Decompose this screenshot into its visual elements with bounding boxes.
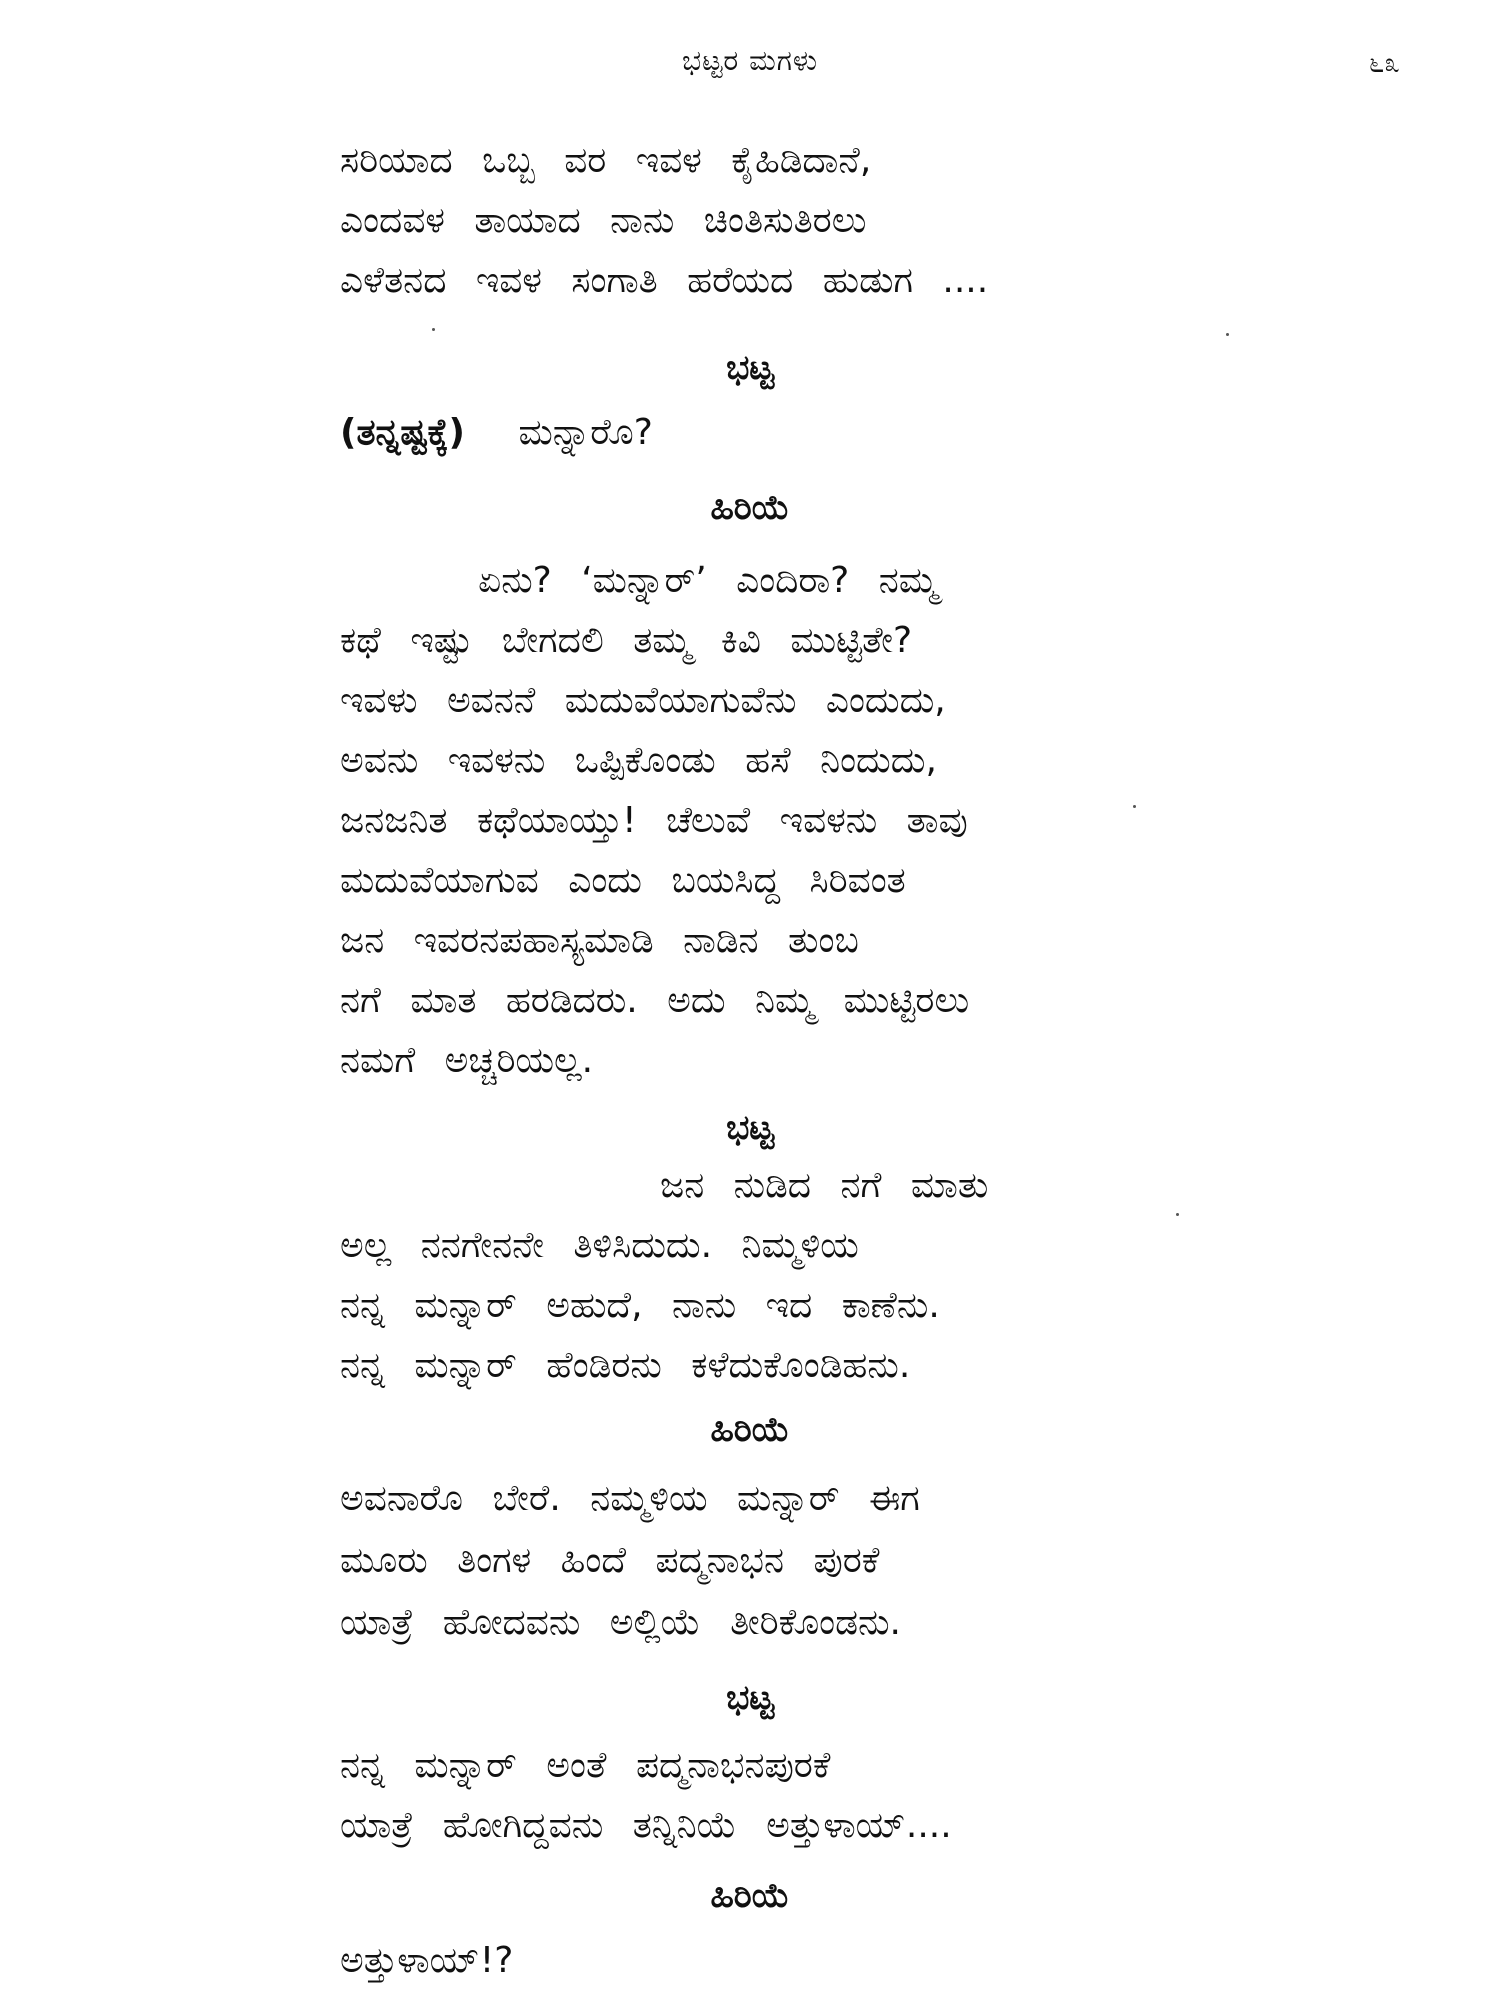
verse-line: ಎಳೆತನದ ಇವಳ ಸಂಗಾತಿ ಹರೆಯದ ಹುಡುಗ .... — [340, 260, 989, 301]
verse-line: ನನ್ನ ಮನ್ನಾರ್ ಅಹುದೆ, ನಾನು ಇದ ಕಾಣೆನು. — [340, 1285, 940, 1326]
verse-line: ಜನಜನಿತ ಕಥೆಯಾಯ್ತು! ಚೆಲುವೆ ಇವಳನು ತಾವು — [340, 800, 968, 841]
speaker-name: ಹಿರಿಯೆ — [710, 488, 790, 528]
scan-speck — [1133, 805, 1136, 808]
verse-line: ಕಥೆ ಇಷ್ಟು ಬೇಗದಲಿ ತಮ್ಮ ಕಿವಿ ಮುಟ್ಟಿತೇ? — [340, 620, 913, 661]
scan-speck — [1176, 1213, 1179, 1216]
stage-line-text: ಮನ್ನಾರೊ? — [518, 412, 653, 453]
verse-line: ಜನ ಇವರನಪಹಾಸ್ಯಮಾಡಿ ನಾಡಿನ ತುಂಬ — [340, 920, 859, 961]
verse-line: ಯಾತ್ರೆ ಹೋದವನು ಅಲ್ಲಿಯೆ ತೀರಿಕೊಂಡನು. — [340, 1602, 901, 1643]
verse-line: ಜನ ನುಡಿದ ನಗೆ ಮಾತು — [660, 1165, 989, 1206]
page-number: ೬೩ — [1368, 46, 1400, 79]
speaker-name: ಹಿರಿಯೆ — [710, 1876, 790, 1916]
verse-line: ಮದುವೆಯಾಗುವ ಎಂದು ಬಯಸಿದ್ದ ಸಿರಿವಂತ — [340, 860, 906, 901]
verse-line: ಮೂರು ತಿಂಗಳ ಹಿಂದೆ ಪದ್ಮನಾಭನ ಪುರಕೆ — [340, 1540, 880, 1581]
verse-line: ನನ್ನ ಮನ್ನಾರ್ ಅಂತೆ ಪದ್ಮನಾಭನಪುರಕೆ — [340, 1745, 831, 1786]
verse-line: ಇವಳು ಅವನನೆ ಮದುವೆಯಾಗುವೆನು ಎಂದುದು, — [340, 680, 946, 721]
verse-line: ಅತ್ತುಳಾಯ್!? — [340, 1940, 514, 1981]
verse-line: ಅವನು ಇವಳನು ಒಪ್ಪಿಕೊಂಡು ಹಸೆ ನಿಂದುದು, — [340, 740, 937, 781]
verse-line: ಅವನಾರೊ ಬೇರೆ. ನಮ್ಮಳಿಯ ಮನ್ನಾರ್ ಈಗ — [340, 1478, 920, 1519]
verse-line: ನನ್ನ ಮನ್ನಾರ್ ಹೆಂಡಿರನು ಕಳೆದುಕೊಂಡಿಹನು. — [340, 1345, 911, 1386]
stage-line — [340, 412, 653, 454]
speaker-name: ಭಟ್ಟ — [726, 348, 774, 388]
speaker-name: ಹಿರಿಯೆ — [710, 1410, 790, 1450]
running-title: ಭಟ್ಟರ ಮಗಳು — [681, 44, 819, 77]
verse-line: ಏನು? ‘ಮನ್ನಾರ್’ ಎಂದಿರಾ? ನಮ್ಮ — [478, 560, 938, 601]
verse-line: ನಮಗೆ ಅಚ್ಚರಿಯಲ್ಲ. — [340, 1040, 594, 1081]
verse-line: ಯಾತ್ರೆ ಹೋಗಿದ್ದವನು ತನ್ನಿನಿಯೆ ಅತ್ತುಳಾಯ್.... — [340, 1805, 952, 1846]
speaker-name: ಭಟ್ಟ — [726, 1678, 774, 1718]
stage-direction: (ತನ್ನಷ್ಟಕ್ಕೆ) — [340, 412, 465, 453]
scan-speck — [1226, 333, 1229, 336]
verse-line: ನಗೆ ಮಾತ ಹರಡಿದರು. ಅದು ನಿಮ್ಮ ಮುಟ್ಟಿರಲು — [340, 980, 970, 1021]
verse-line: ಸರಿಯಾದ ಒಬ್ಬ ವರ ಇವಳ ಕೈಹಿಡಿದಾನೆ, — [340, 140, 872, 181]
verse-line: ಎಂದವಳ ತಾಯಾದ ನಾನು ಚಿಂತಿಸುತಿರಲು — [340, 200, 867, 241]
verse-line: ಅಲ್ಲ ನನಗೇನನೇ ತಿಳಿಸಿದುದು. ನಿಮ್ಮಳಿಯ — [340, 1225, 859, 1266]
scan-speck — [432, 328, 435, 331]
speaker-name: ಭಟ್ಟ — [726, 1108, 774, 1148]
